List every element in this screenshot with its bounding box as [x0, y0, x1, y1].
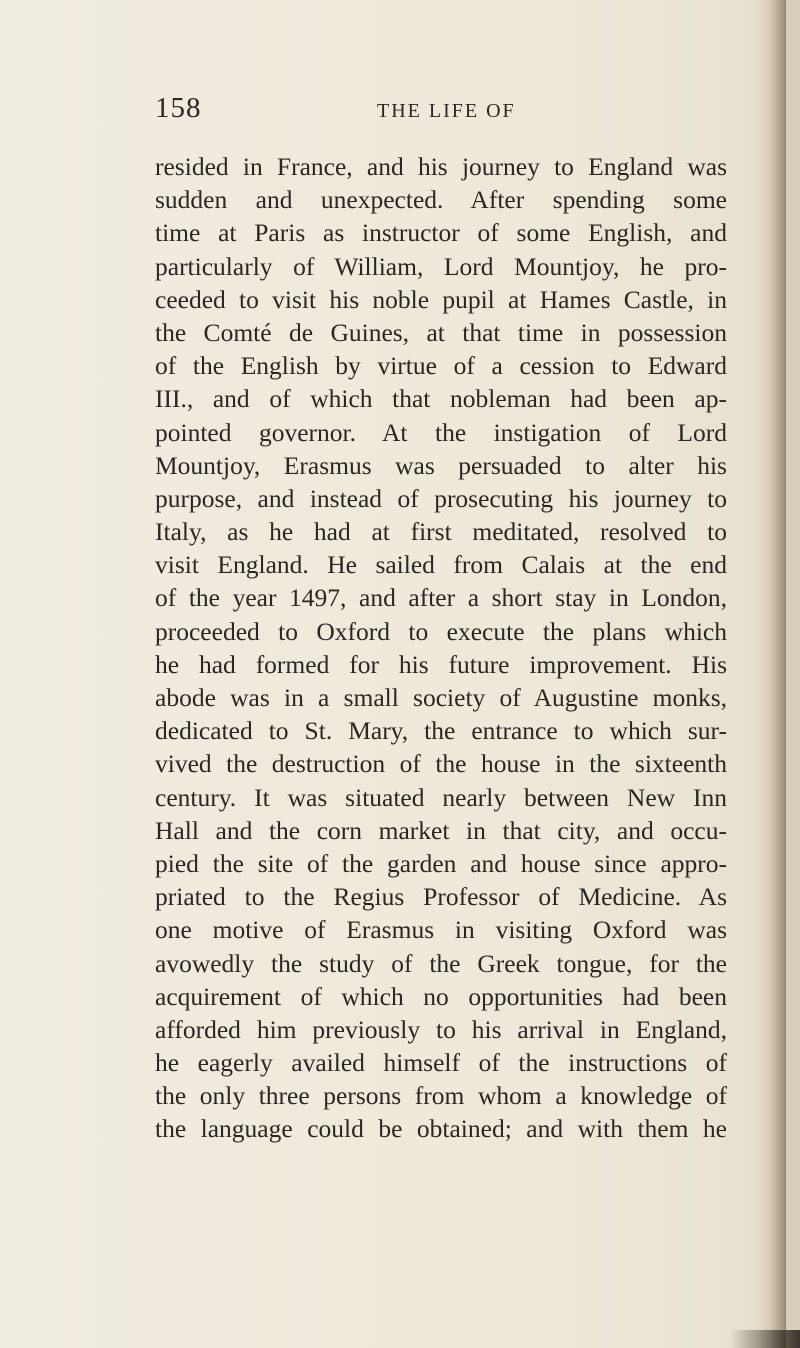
text-line: abode was in a small society of Augustine monks,	[155, 683, 727, 712]
text-line: visit England. He sailed from Calais at the end	[155, 550, 727, 580]
text-line: resided in France, and his journey to England was	[155, 152, 727, 181]
text-line: afforded him previously to his arrival in England,	[155, 1014, 727, 1044]
text-line: one motive of Erasmus in visiting Oxford was	[155, 915, 727, 945]
page-corner-shadow	[730, 1330, 800, 1348]
text-line: the Comté de Guines, at that time in possession	[155, 317, 727, 347]
text-line: time at Paris as instructor of some English, and	[155, 218, 727, 248]
text-line: pointed governor. At the instigation of Lord	[155, 417, 727, 447]
text-line: sudden and unexpected. After spending some	[155, 185, 727, 215]
body-text	[155, 150, 727, 1146]
page-number: 158	[155, 92, 202, 124]
text-line: of the English by virtue of a cession to Edward	[155, 351, 727, 381]
text-line: particularly of William, Lord Mountjoy, he pro-	[155, 251, 727, 281]
running-title: THE LIFE OF	[377, 100, 516, 122]
text-line: the language could be obtained; and with them he	[155, 1114, 727, 1144]
text-line: avowedly the study of the Greek tongue, for the	[155, 948, 727, 978]
text-line: the only three persons from whom a knowledge of	[155, 1081, 727, 1111]
page-header	[155, 92, 725, 132]
text-line: acquirement of which no opportunities had been	[155, 981, 727, 1011]
text-line: vived the destruction of the house in the sixteenth	[155, 749, 727, 779]
text-line: Hall and the corn market in that city, and occu-	[155, 815, 727, 845]
text-line: pied the site of the garden and house since appro-	[155, 848, 727, 878]
text-line: Italy, as he had at first meditated, resolved to	[155, 517, 727, 547]
text-line: ceeded to visit his noble pupil at Hames Castle, in	[155, 284, 727, 314]
text-line: proceeded to Oxford to execute the plans which	[155, 616, 727, 646]
page-edge-strip	[786, 0, 800, 1348]
text-line: of the year 1497, and after a short stay in London,	[155, 583, 727, 613]
text-line: priated to the Regius Professor of Medicine. As	[155, 882, 727, 912]
text-line: Mountjoy, Erasmus was persuaded to alter his	[155, 450, 727, 480]
text-line: dedicated to St. Mary, the entrance to which sur-	[155, 716, 727, 746]
text-line: III., and of which that nobleman had been ap-	[155, 384, 727, 414]
text-line: he eagerly availed himself of the instructions of	[155, 1048, 727, 1078]
text-line: century. It was situated nearly between New Inn	[155, 782, 727, 812]
text-line: he had formed for his future improvement. His	[155, 649, 727, 679]
text-line: purpose, and instead of prosecuting his journey to	[155, 483, 727, 513]
